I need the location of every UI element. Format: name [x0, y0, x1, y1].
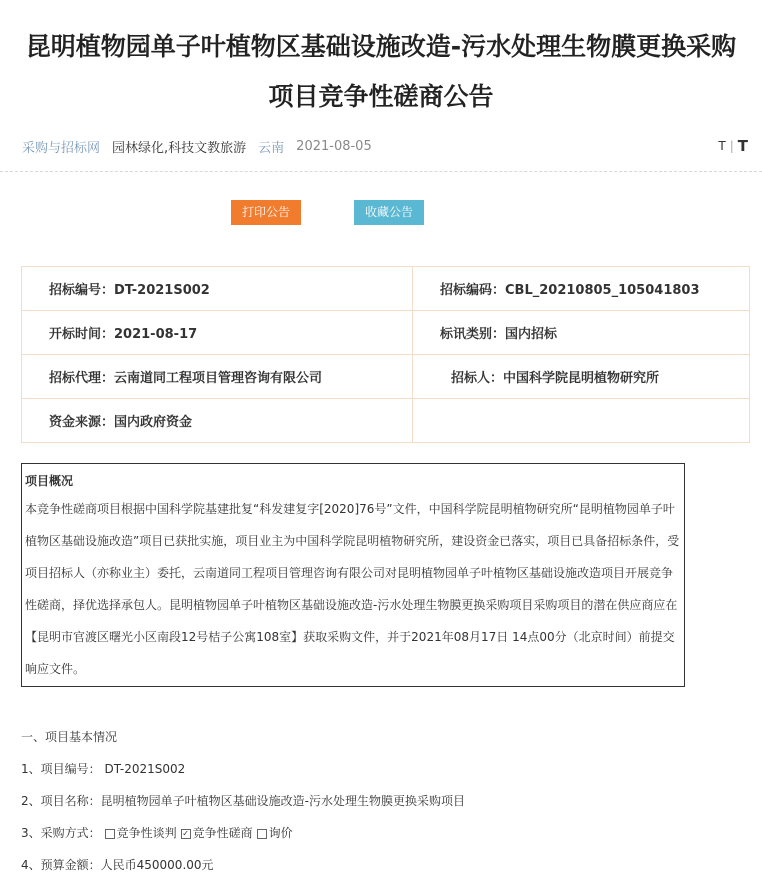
budget-line: 4、预算金额：人民币450000.00元	[21, 858, 214, 872]
source-link[interactable]: 采购与招标网	[22, 140, 101, 156]
procurement-method-label: 3、采购方式：	[21, 826, 101, 840]
project-name-line: 2、项目名称：昆明植物园单子叶植物区基础设施改造-污水处理生物膜更换采购项目	[21, 794, 465, 808]
bid-info-table	[21, 266, 750, 443]
project-overview-box	[21, 463, 685, 687]
procurement-method-line	[21, 821, 465, 853]
bid-number: 招标编号：DT-2021S002	[22, 267, 413, 311]
favorite-button[interactable]: 收藏公告	[354, 200, 424, 225]
font-size-switch	[718, 137, 748, 155]
project-number-line: 1、项目编号： DT-2021S002	[21, 762, 186, 776]
notice-type: 标讯类别：国内招标	[413, 311, 750, 355]
page-title	[10, 22, 752, 122]
tenderer: 招标人：中国科学院昆明植物研究所	[413, 355, 750, 399]
category-text: 园林绿化,科技文教旅游	[112, 140, 247, 156]
method-option-label: 竞争性谈判	[116, 826, 177, 840]
checkbox-icon	[105, 829, 115, 839]
font-small-button[interactable]: T	[718, 139, 726, 153]
title-line-1: 昆明植物园单子叶植物区基础设施改造-污水处理生物膜更换采购	[25, 32, 737, 61]
info-row	[22, 267, 750, 311]
funding-source: 资金来源：国内政府资金	[22, 399, 413, 443]
section-heading: 一、项目基本情况	[21, 730, 118, 744]
info-row	[22, 311, 750, 355]
font-switch-separator: |	[729, 139, 734, 153]
open-time: 开标时间：2021-08-17	[22, 311, 413, 355]
agent: 招标代理：云南道同工程项目管理咨询有限公司	[22, 355, 413, 399]
font-large-button[interactable]: T	[737, 137, 748, 155]
print-button[interactable]: 打印公告	[231, 200, 301, 225]
overview-body: 本竞争性磋商项目根据中国科学院基建批复“科发建复字[2020]76号”文件，中国科学院昆明植物研究所“昆明植物园单子叶植物区基础设施改造”项目已获批实施，项目业主为中国科学院昆明植物研究所，建设资金已落实，项目已具备招标条件，受项目招标人（亦称业主）委托，云南道同工程项目管理咨询有限公司对昆明植物园单子叶植物区基础设施改造项目开展竞争性磋商，择优选择承包人。昆明植物园单子叶植物区基础设施改造-污水处理生物膜更换采购项目采购项目的潜在供应商应在【昆明市官渡区曙光小区南段12号桔子公寓108室】获取采购文件，并于2021年08月17日 14点00分（北京时间）前提交响应文件。	[25, 502, 680, 676]
overview-heading: 项目概况	[25, 474, 74, 488]
bid-code: 招标编码：CBL_20210805_105041803	[413, 267, 750, 311]
info-row	[22, 399, 750, 443]
checkbox-icon	[257, 829, 267, 839]
checkbox-checked-icon: ✓	[182, 828, 189, 838]
region-link[interactable]: 云南	[258, 140, 285, 156]
method-option-label: 询价	[268, 826, 293, 840]
publish-date: 2021-08-05	[296, 138, 372, 154]
empty-cell	[413, 399, 750, 443]
method-option-label: 竞争性磋商	[192, 826, 253, 840]
meta-divider	[0, 171, 762, 172]
title-line-2: 项目竞争性磋商公告	[268, 82, 494, 111]
notice-content	[21, 725, 465, 885]
meta-bar	[22, 134, 748, 158]
info-row	[22, 355, 750, 399]
